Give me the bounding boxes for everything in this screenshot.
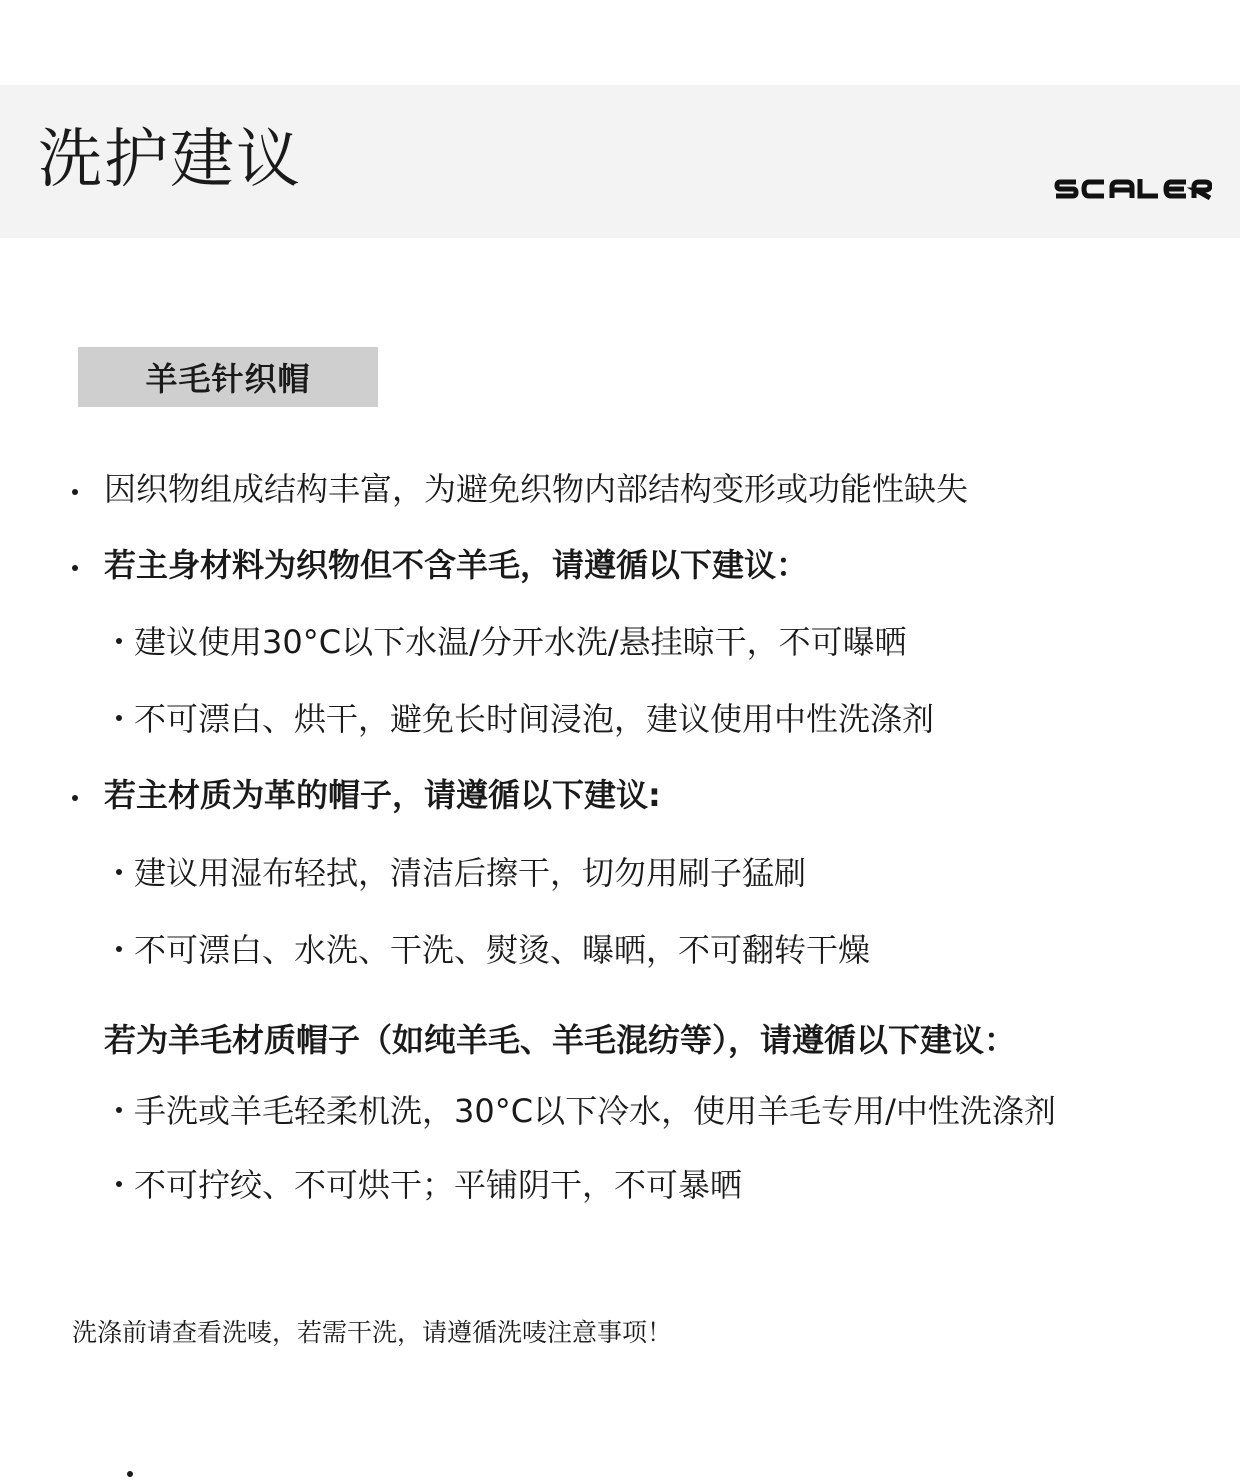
intro-text: 因织物组成结构丰富，为避免织物内部结构变形或功能性缺失 — [104, 470, 969, 508]
bullet-dot — [127, 1471, 133, 1477]
sub-bullet-dot — [116, 946, 122, 952]
leather-item — [116, 851, 806, 895]
leather-item-text: 不可漂白、水洗、干洗、熨烫、曝晒，不可翻转干燥 — [134, 931, 871, 969]
category-tag: 羊毛针织帽 — [78, 347, 378, 407]
wool-item-text: 不可拧绞、不可烘干；平铺阴干，不可暴晒 — [134, 1166, 743, 1204]
fabric-heading: 若主身材料为织物但不含羊毛，请遵循以下建议： — [104, 546, 809, 584]
scaler-logo-graphic — [1054, 176, 1212, 202]
leather-heading: 若主材质为革的帽子，请遵循以下建议: — [104, 776, 661, 814]
fabric-item — [116, 697, 934, 741]
bullet-dot — [72, 565, 78, 571]
sub-bullet-dot — [116, 869, 122, 875]
leather-item-text: 建议用湿布轻拭，清洁后擦干，切勿用刷子猛刷 — [134, 854, 807, 892]
fabric-item — [116, 620, 907, 664]
fabric-item-text: 不可漂白、烘干，避免长时间浸泡，建议使用中性洗涤剂 — [134, 700, 935, 738]
sub-bullet-dot — [116, 715, 122, 721]
leather-item — [116, 928, 870, 972]
sub-bullet-dot — [116, 638, 122, 644]
wool-item-text: 手洗或羊毛轻柔机洗，30°C以下冷水，使用羊毛专用/中性洗涤剂 — [134, 1092, 1056, 1130]
sub-bullet-dot — [116, 1107, 122, 1113]
fabric-item-text: 建议使用30°C以下水温/分开水洗/悬挂晾干，不可曝晒 — [134, 623, 907, 661]
sub-bullet-dot — [116, 1181, 122, 1187]
bullet-dot — [72, 489, 78, 495]
brand-logo — [1054, 176, 1212, 202]
wool-item — [116, 1163, 742, 1207]
wool-heading: 若为羊毛材质帽子（如纯羊毛、羊毛混纺等），请遵循以下建议： — [104, 1021, 1017, 1059]
page-title: 洗护建议 — [38, 123, 302, 197]
wool-item — [116, 1089, 1056, 1133]
bullet-dot — [72, 795, 78, 801]
wash-label-note: 洗涤前请查看洗唛，若需干洗，请遵循洗唛注意事项！ — [72, 1318, 673, 1347]
